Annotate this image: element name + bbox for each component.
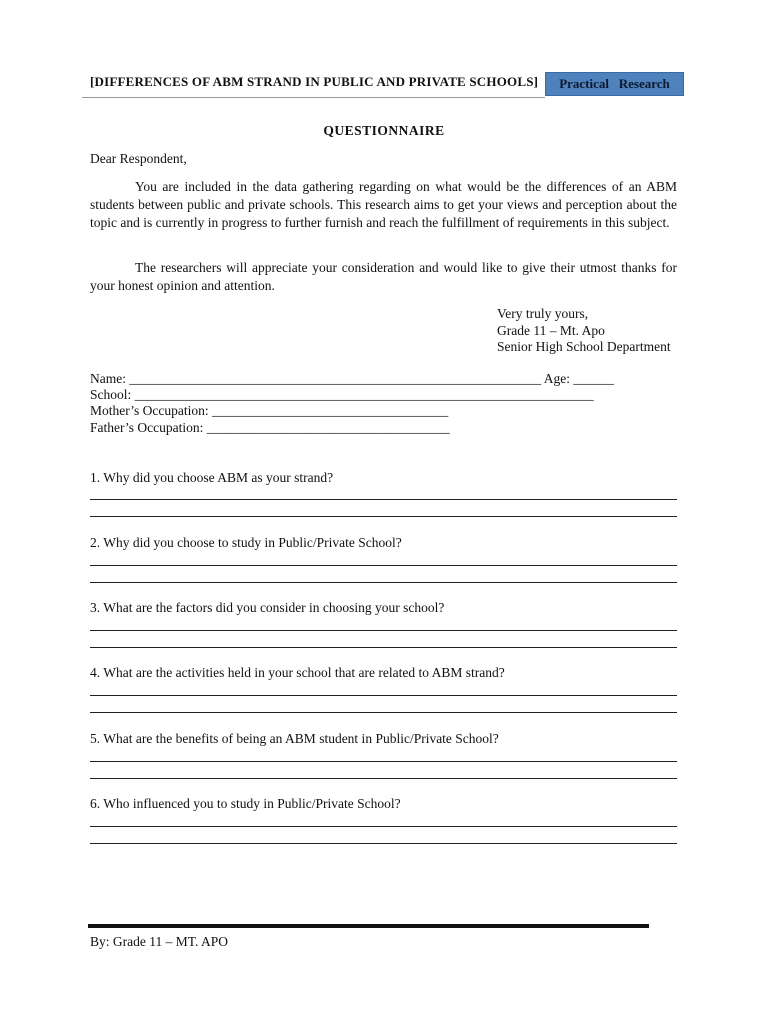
answer-line[interactable] bbox=[90, 778, 677, 779]
footer-credit: By: Grade 11 – MT. APO bbox=[90, 934, 228, 949]
document-title: QUESTIONNAIRE bbox=[323, 123, 445, 138]
thanks-paragraph: The researchers will appreciate your consideration and would like to give their utmost thanks for your honest opinion and attention. bbox=[90, 260, 677, 293]
intro-paragraph: You are included in the data gathering regarding on what would be the differences of an ABM students between public and private schools. This research aims to get your views and perception about the topic and is currently in progress to further furnish and reach the fulfillment of requirements in this subject. bbox=[90, 179, 677, 230]
salutation: Dear Respondent, bbox=[90, 151, 187, 166]
school-field[interactable]: School: ____________________________________________________________________ bbox=[90, 387, 594, 402]
footer-rule bbox=[88, 924, 649, 928]
closing-block bbox=[497, 306, 671, 356]
father-occupation-field[interactable]: Father’s Occupation: ____________________________________ bbox=[90, 420, 450, 435]
answer-line[interactable] bbox=[90, 826, 677, 827]
mother-occupation-field[interactable]: Mother’s Occupation: ___________________________________ bbox=[90, 403, 449, 418]
answer-line[interactable] bbox=[90, 630, 677, 631]
answer-line[interactable] bbox=[90, 761, 677, 762]
question-3: 3. What are the factors did you consider in choosing your school? bbox=[90, 600, 445, 615]
answer-line[interactable] bbox=[90, 843, 677, 844]
closing-line: Senior High School Department bbox=[497, 339, 671, 354]
question-2: 2. Why did you choose to study in Public/Private School? bbox=[90, 535, 402, 550]
answer-line[interactable] bbox=[90, 647, 677, 648]
header-rule bbox=[82, 97, 545, 98]
answer-line[interactable] bbox=[90, 712, 677, 713]
answer-line[interactable] bbox=[90, 516, 677, 517]
question-6: 6. Who influenced you to study in Public/Private School? bbox=[90, 796, 401, 811]
question-5: 5. What are the benefits of being an ABM student in Public/Private School? bbox=[90, 731, 499, 746]
closing-line: Very truly yours, bbox=[497, 306, 589, 321]
header-title: [DIFFERENCES OF ABM STRAND IN PUBLIC AND PRIVATE SCHOOLS] bbox=[90, 74, 539, 89]
answer-line[interactable] bbox=[90, 582, 677, 583]
question-1: 1. Why did you choose ABM as your strand? bbox=[90, 470, 334, 485]
name-age-field[interactable]: Name: _____________________________________________________________ Age: ______ bbox=[90, 371, 614, 386]
answer-line[interactable] bbox=[90, 695, 677, 696]
answer-line[interactable] bbox=[90, 499, 677, 500]
subject-badge: Practical Research bbox=[545, 72, 684, 96]
answer-line[interactable] bbox=[90, 565, 677, 566]
question-4: 4. What are the activities held in your school that are related to ABM strand? bbox=[90, 665, 505, 680]
closing-line: Grade 11 – Mt. Apo bbox=[497, 322, 605, 338]
